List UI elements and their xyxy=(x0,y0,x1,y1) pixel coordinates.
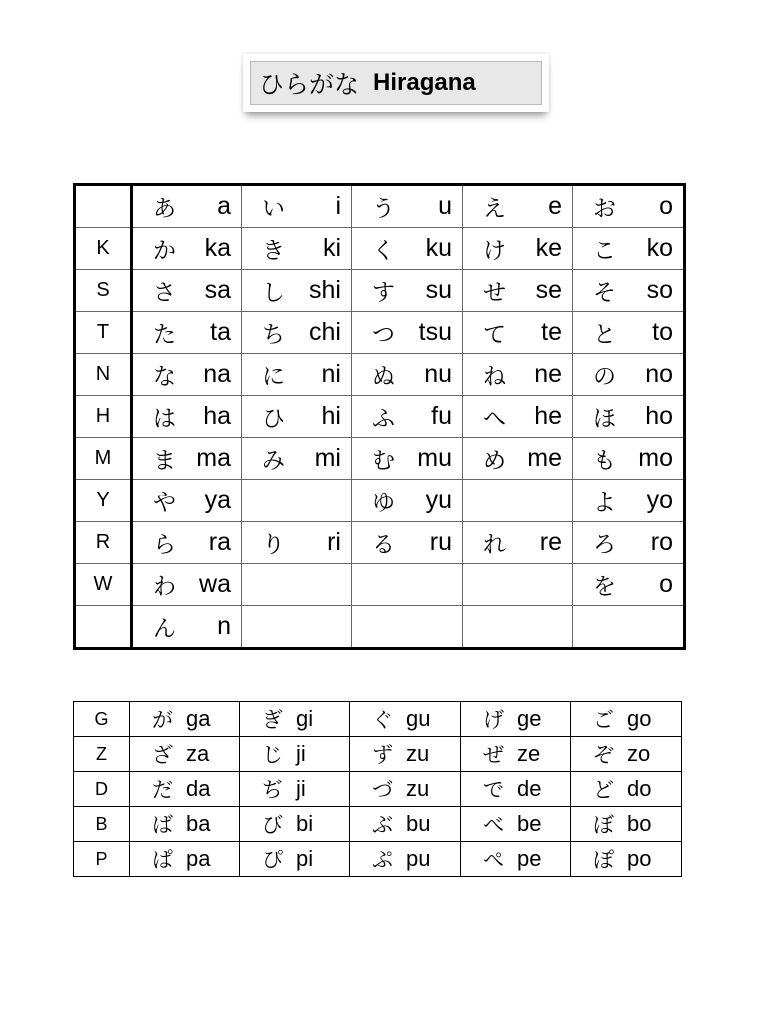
kana-cell xyxy=(463,522,573,564)
kana-character: じ xyxy=(262,743,283,767)
row-label: Z xyxy=(74,737,130,772)
main-row xyxy=(75,354,685,396)
kana-character: き xyxy=(262,238,285,264)
kana-character: そ xyxy=(593,280,616,306)
title-inner xyxy=(250,61,542,105)
kana-character: に xyxy=(262,364,285,390)
kana-character: ど xyxy=(593,778,614,802)
kana-cell xyxy=(573,312,685,354)
romaji-reading: tsu xyxy=(418,318,452,346)
kana-cell xyxy=(571,807,682,842)
kana-character: く xyxy=(372,238,395,264)
romaji-reading: be xyxy=(517,811,542,836)
kana-character: づ xyxy=(372,778,393,802)
kana-cell xyxy=(132,312,242,354)
kana-cell xyxy=(242,396,352,438)
kana-cell xyxy=(463,354,573,396)
kana-character: み xyxy=(262,448,285,474)
kana-character: よ xyxy=(593,490,616,516)
romaji-reading: ha xyxy=(203,402,231,430)
kana-character: だ xyxy=(152,778,173,802)
row-label xyxy=(75,185,132,228)
main-row xyxy=(75,270,685,312)
kana-cell xyxy=(132,564,242,606)
romaji-reading: ji xyxy=(296,776,306,801)
romaji-reading: sa xyxy=(204,276,231,304)
kana-cell xyxy=(461,772,571,807)
romaji-reading: ji xyxy=(296,741,306,766)
kana-character: か xyxy=(153,238,176,264)
title-japanese: ひらがな xyxy=(259,70,360,99)
romaji-reading: re xyxy=(539,528,562,556)
romaji-reading: gi xyxy=(296,706,314,731)
romaji-reading: po xyxy=(627,846,652,871)
kana-cell xyxy=(132,606,242,649)
romaji-reading: o xyxy=(659,192,673,220)
kana-character: つ xyxy=(372,322,395,348)
kana-cell xyxy=(352,522,463,564)
kana-character: い xyxy=(262,196,285,222)
kana-cell xyxy=(242,228,352,270)
kana-cell xyxy=(463,480,573,522)
main-row xyxy=(75,438,685,480)
kana-cell xyxy=(350,702,461,737)
kana-character: む xyxy=(372,448,395,474)
kana-cell xyxy=(573,564,685,606)
kana-character: わ xyxy=(153,574,176,600)
romaji-reading: gu xyxy=(406,706,431,731)
romaji-reading: ro xyxy=(650,528,673,556)
romaji-reading: o xyxy=(659,570,673,598)
kana-cell xyxy=(350,842,461,877)
kana-character: を xyxy=(593,574,616,600)
kana-character: ざ xyxy=(152,743,173,767)
kana-character: ら xyxy=(153,532,176,558)
kana-cell xyxy=(463,185,573,228)
kana-cell xyxy=(132,228,242,270)
kana-cell xyxy=(350,807,461,842)
kana-cell xyxy=(240,702,350,737)
romaji-reading: ra xyxy=(208,528,231,556)
kana-character: ぽ xyxy=(593,848,614,872)
kana-character: た xyxy=(153,322,176,348)
kana-cell xyxy=(350,737,461,772)
title-box xyxy=(243,54,549,112)
row-label: H xyxy=(75,396,132,438)
kana-cell xyxy=(352,312,463,354)
kana-character: ご xyxy=(593,708,614,732)
row-label: D xyxy=(74,772,130,807)
romaji-reading: ri xyxy=(327,528,341,556)
kana-cell xyxy=(463,312,573,354)
kana-character: は xyxy=(153,406,176,432)
kana-character: ま xyxy=(153,448,176,474)
row-label: P xyxy=(74,842,130,877)
kana-cell xyxy=(242,480,352,522)
voiced-row xyxy=(74,842,682,877)
kana-character: と xyxy=(593,322,616,348)
kana-cell xyxy=(352,480,463,522)
romaji-reading: ge xyxy=(517,706,542,731)
romaji-reading: to xyxy=(652,318,673,346)
kana-cell xyxy=(242,185,352,228)
kana-character: ぷ xyxy=(372,848,393,872)
kana-character: う xyxy=(372,196,395,222)
row-label: S xyxy=(75,270,132,312)
kana-character: ぬ xyxy=(372,364,395,390)
kana-cell xyxy=(571,842,682,877)
kana-cell xyxy=(242,270,352,312)
romaji-reading: ga xyxy=(186,706,211,731)
kana-cell xyxy=(242,522,352,564)
kana-cell xyxy=(573,522,685,564)
kana-cell xyxy=(130,737,240,772)
kana-cell xyxy=(571,772,682,807)
kana-cell xyxy=(132,522,242,564)
romaji-reading: bu xyxy=(406,811,431,836)
romaji-reading: shi xyxy=(309,276,341,304)
kana-character: さ xyxy=(153,280,176,306)
kana-cell xyxy=(352,438,463,480)
kana-cell xyxy=(130,842,240,877)
kana-cell xyxy=(350,772,461,807)
main-row xyxy=(75,480,685,522)
kana-cell xyxy=(573,228,685,270)
romaji-reading: na xyxy=(203,360,231,388)
romaji-reading: chi xyxy=(309,318,341,346)
romaji-reading: nu xyxy=(424,360,452,388)
kana-character: ぢ xyxy=(262,778,283,802)
romaji-reading: bo xyxy=(627,811,652,836)
kana-cell xyxy=(573,270,685,312)
kana-character: ほ xyxy=(593,406,616,432)
main-row xyxy=(75,396,685,438)
kana-cell xyxy=(132,185,242,228)
romaji-reading: ho xyxy=(645,402,673,430)
kana-character: ち xyxy=(262,322,285,348)
kana-character: ひ xyxy=(262,406,285,432)
romaji-reading: fu xyxy=(431,402,452,430)
romaji-reading: ka xyxy=(204,234,231,262)
romaji-reading: ke xyxy=(535,234,562,262)
title-english: Hiragana xyxy=(373,69,476,96)
kana-character: ふ xyxy=(372,406,395,432)
kana-character: で xyxy=(483,778,504,802)
row-label: Y xyxy=(75,480,132,522)
kana-cell xyxy=(571,702,682,737)
romaji-reading: ki xyxy=(322,234,341,262)
romaji-reading: go xyxy=(627,706,652,731)
romaji-reading: no xyxy=(645,360,673,388)
romaji-reading: ma xyxy=(196,444,231,472)
romaji-reading: pu xyxy=(406,846,431,871)
kana-character: の xyxy=(593,364,616,390)
kana-character: ぺ xyxy=(483,848,504,872)
kana-character: ぐ xyxy=(372,708,393,732)
romaji-reading: mu xyxy=(417,444,452,472)
kana-character: げ xyxy=(483,708,504,732)
kana-character: し xyxy=(262,280,285,306)
main-row xyxy=(75,606,685,649)
kana-cell xyxy=(240,842,350,877)
kana-cell xyxy=(352,354,463,396)
kana-cell xyxy=(573,396,685,438)
main-row xyxy=(75,312,685,354)
romaji-reading: te xyxy=(541,318,562,346)
row-label: W xyxy=(75,564,132,606)
romaji-reading: u xyxy=(438,192,452,220)
kana-character: あ xyxy=(153,196,176,222)
main-row xyxy=(75,228,685,270)
kana-cell xyxy=(573,480,685,522)
kana-cell xyxy=(132,396,242,438)
romaji-reading: zu xyxy=(406,741,430,766)
romaji-reading: bi xyxy=(296,811,314,836)
main-row xyxy=(75,522,685,564)
main-row xyxy=(75,564,685,606)
romaji-reading: ta xyxy=(210,318,231,346)
kana-character: ぶ xyxy=(372,813,393,837)
kana-character: ず xyxy=(372,743,393,767)
romaji-reading: za xyxy=(186,741,210,766)
kana-character: け xyxy=(483,238,506,264)
romaji-reading: i xyxy=(335,192,341,220)
kana-character: り xyxy=(262,532,285,558)
romaji-reading: su xyxy=(425,276,452,304)
voiced-row xyxy=(74,737,682,772)
hiragana-voiced-table xyxy=(73,701,682,877)
romaji-reading: hi xyxy=(321,402,341,430)
row-label: M xyxy=(75,438,132,480)
romaji-reading: pa xyxy=(186,846,211,871)
kana-character: ろ xyxy=(593,532,616,558)
kana-cell xyxy=(242,312,352,354)
kana-cell xyxy=(573,606,685,649)
kana-character: な xyxy=(153,364,176,390)
kana-character: ぎ xyxy=(262,708,283,732)
kana-character: ゆ xyxy=(372,490,395,516)
romaji-reading: ba xyxy=(186,811,211,836)
kana-character: ぞ xyxy=(593,743,614,767)
row-label: B xyxy=(74,807,130,842)
kana-cell xyxy=(240,772,350,807)
romaji-reading: ku xyxy=(425,234,452,262)
romaji-reading: se xyxy=(535,276,562,304)
kana-cell xyxy=(132,480,242,522)
voiced-row xyxy=(74,807,682,842)
kana-character: ば xyxy=(152,813,173,837)
kana-character: が xyxy=(152,708,173,732)
kana-cell xyxy=(242,354,352,396)
romaji-reading: yo xyxy=(646,486,673,514)
kana-cell xyxy=(463,438,573,480)
kana-cell xyxy=(463,228,573,270)
kana-character: せ xyxy=(483,280,506,306)
romaji-reading: zu xyxy=(406,776,430,801)
kana-cell xyxy=(352,606,463,649)
voiced-row xyxy=(74,772,682,807)
kana-character: ぜ xyxy=(483,743,504,767)
kana-character: ん xyxy=(153,616,176,642)
kana-character: び xyxy=(262,813,283,837)
kana-character: こ xyxy=(593,238,616,264)
kana-cell xyxy=(352,564,463,606)
kana-character: へ xyxy=(483,406,506,432)
row-label xyxy=(75,606,132,649)
kana-cell xyxy=(463,606,573,649)
romaji-reading: de xyxy=(517,776,542,801)
kana-cell xyxy=(352,396,463,438)
kana-cell xyxy=(461,842,571,877)
main-row xyxy=(75,185,685,228)
romaji-reading: wa xyxy=(199,570,231,598)
kana-cell xyxy=(130,702,240,737)
romaji-reading: ru xyxy=(429,528,452,556)
kana-cell xyxy=(240,737,350,772)
hiragana-main-table xyxy=(73,183,686,650)
romaji-reading: n xyxy=(217,612,231,640)
romaji-reading: zo xyxy=(627,741,651,766)
kana-cell xyxy=(242,606,352,649)
kana-cell xyxy=(130,807,240,842)
kana-character: も xyxy=(593,448,616,474)
kana-character: ぱ xyxy=(152,848,173,872)
kana-character: べ xyxy=(483,813,504,837)
romaji-reading: da xyxy=(186,776,211,801)
romaji-reading: me xyxy=(527,444,562,472)
kana-character: お xyxy=(593,196,616,222)
kana-cell xyxy=(352,185,463,228)
kana-cell xyxy=(132,270,242,312)
kana-cell xyxy=(240,807,350,842)
kana-cell xyxy=(130,772,240,807)
romaji-reading: pi xyxy=(296,846,314,871)
romaji-reading: mi xyxy=(314,444,341,472)
kana-cell xyxy=(463,396,573,438)
romaji-reading: pe xyxy=(517,846,542,871)
romaji-reading: so xyxy=(646,276,673,304)
kana-cell xyxy=(463,564,573,606)
row-label: T xyxy=(75,312,132,354)
kana-cell xyxy=(242,564,352,606)
kana-character: め xyxy=(483,448,506,474)
romaji-reading: he xyxy=(534,402,562,430)
kana-cell xyxy=(573,185,685,228)
kana-character: や xyxy=(153,490,176,516)
kana-character: れ xyxy=(483,532,506,558)
row-label: N xyxy=(75,354,132,396)
kana-cell xyxy=(242,438,352,480)
kana-cell xyxy=(463,270,573,312)
kana-character: ぴ xyxy=(262,848,283,872)
kana-character: る xyxy=(372,532,395,558)
voiced-row xyxy=(74,702,682,737)
kana-character: ぼ xyxy=(593,813,614,837)
kana-cell xyxy=(573,354,685,396)
romaji-reading: ni xyxy=(321,360,341,388)
kana-cell xyxy=(573,438,685,480)
romaji-reading: ko xyxy=(646,234,673,262)
kana-character: え xyxy=(483,196,506,222)
kana-character: ね xyxy=(483,364,506,390)
row-label: G xyxy=(74,702,130,737)
row-label: K xyxy=(75,228,132,270)
kana-cell xyxy=(461,807,571,842)
kana-cell xyxy=(461,737,571,772)
romaji-reading: ne xyxy=(534,360,562,388)
romaji-reading: ze xyxy=(517,741,541,766)
romaji-reading: ya xyxy=(204,486,231,514)
romaji-reading: e xyxy=(548,192,562,220)
kana-cell xyxy=(352,228,463,270)
romaji-reading: a xyxy=(217,192,231,220)
kana-cell xyxy=(352,270,463,312)
romaji-reading: do xyxy=(627,776,652,801)
kana-cell xyxy=(571,737,682,772)
row-label: R xyxy=(75,522,132,564)
kana-character: す xyxy=(372,280,395,306)
kana-character: て xyxy=(483,322,506,348)
kana-cell xyxy=(132,354,242,396)
kana-cell xyxy=(461,702,571,737)
kana-cell xyxy=(132,438,242,480)
romaji-reading: yu xyxy=(425,486,452,514)
romaji-reading: mo xyxy=(638,444,673,472)
